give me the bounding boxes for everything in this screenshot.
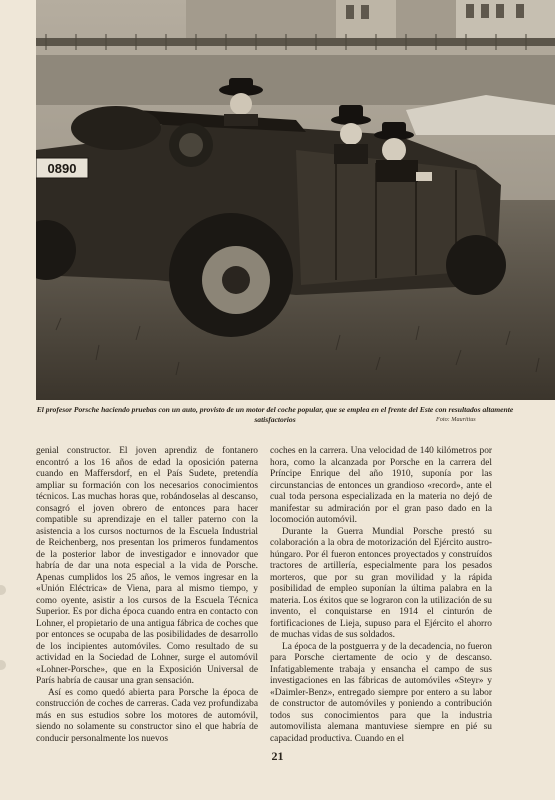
spare-tire xyxy=(71,106,161,150)
article-paragraph: Durante la Guerra Mundial Porsche prestó su colaboración a la obra de motorización del Ejército austro-húngaro. Por él fueron entonces proyectados y construídos tractores de artillería, especialmente para los pesados morteros, que por su gran movilidad y la rápida posibilidad de empleo suponían la última palabra en la materia. Los éxitos que se lograron con la utilización de su invento, el conquistarse en 1914 el cinturón de fortificaciones de Lieja, supuso para el Ejército el ahorro de muchas vidas de sus soldados. xyxy=(270,526,492,640)
binder-hole xyxy=(0,660,6,670)
rear-wheel xyxy=(446,235,506,295)
photo-credit: Foto: Mauritius xyxy=(436,416,476,423)
binder-hole xyxy=(0,585,6,595)
article-column-right xyxy=(270,446,492,745)
article-paragraph: coches en la carrera. Una velocidad de 140 kilómetros por hora, como la alcanzada por Porsche en la carrera del Príncipe Enrique del año 1910, suponía por las circunstancias de entonces un grandioso «record», ante el cual toda persona especializada en la materia no dejó de manifestar su admiración por el gran paso dado en la locomoción automóvil. xyxy=(270,446,492,525)
article-paragraph: genial constructor. El joven aprendiz de fontanero encontró a los 16 años de edad la oposición paterna cuando en Maffersdorf, en el País Sudete, pretendía ampliar su formación con los necesarios conocimientos técnicos. Las muchas horas que, robándoselas al descanso, consagró el joven obrero de entonces para hacer compatible su aprendizaje en el taller paterno con la asistencia a los cursos nocturnos de la Escuela Industrial de Reichenberg, nos presentan los primeros fundamentos de la posterior labor de investigador e innovador que habría de dar una nota especial a la vida de Porsche. Apenas cumplidos los 25 años, le vemos ingresar en la «Unión Eléctrica» de Viena, para al mismo tiempo, y como oyente, asistir a los cursos de la Escuela Técnica Superior. Es por dicha época cuando entra en contacto con Lohner, el propietario de una antigua fábrica de coches que por entonces se ocupaba de las posibilidades de desarrollo de los incipientes automóviles. Como resultado de su actividad en la Sociedad de Lohner, surge el automóvil «Lohner-Porsche», que en la Exposición Universal de París habría de causar una gran sensación. xyxy=(36,446,258,686)
photo-caption: El profesor Porsche haciendo pruebas con un auto, provisto de un motor del coche popular, que se emplea en el frente del Este con resultados altamente satisfactorios xyxy=(36,405,514,424)
article-paragraph: La época de la postguerra y de la decadencia, no fueron para Porsche ciertamente de ocio y de descanso. Infatigablemente trabaja y ensancha el campo de sus investigaciones en las fábricas de automóviles «Steyr» y «Daimler-Benz», entregado siempre por entero a su labor de constructor de automóviles y poniendo a contribución todos sus conocimientos para que la industria automovilista alemana mantuviese siempre en pié su capacidad productiva. Cuando en el xyxy=(270,641,492,744)
article-paragraph: Así es como quedó abierta para Porsche la época de construcción de coches de carreras. Cada vez profundizaba más en sus estudios sobre los motores de automóvil, siendo no solamente su constructor sino el que habría de conducir personalmente los nuevos xyxy=(36,687,258,744)
license-plate-number: 0890 xyxy=(47,161,77,176)
fence xyxy=(36,38,555,46)
photograph-porsche-test-drive xyxy=(36,0,555,400)
page-number: 21 xyxy=(271,749,284,763)
article-column-left xyxy=(36,446,258,745)
